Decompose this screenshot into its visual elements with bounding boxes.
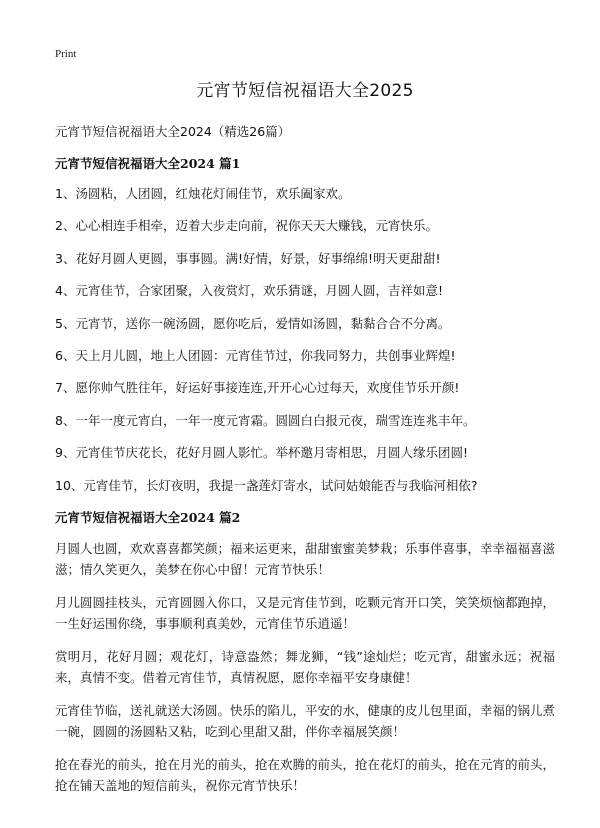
paragraph: 元宵佳节临，送礼就送大汤圆。快乐的陷儿，平安的水，健康的皮儿包里面，幸福的锅儿煮一碗，圆圆的汤圆粘又粘，吃到心里甜又甜，伴你幸福展笑颜！ [55, 702, 556, 739]
list-item: 7、愿你帅气胜往年，好运好事接连连,开开心心过每天，欢度佳节乐开颜! [55, 380, 460, 396]
paragraph: 月圆人也圆，欢欢喜喜都笑颜；福来运更来，甜甜蜜蜜美梦栽；乐事伴喜事，幸幸福福喜滋滋；情久笑更久，美梦在你心中留！元宵节快乐！ [55, 540, 556, 577]
page-title: 元宵节短信祝福语大全2025 [196, 81, 414, 101]
paragraph: 月儿圆圆挂枝头，元宵圆圆入你口，又是元宵佳节到，吃颗元宵开口笑，笑笑烦恼都跑掉，一生好运围你绕，事事顺利真美妙，元宵佳节乐逍遥！ [55, 594, 556, 631]
document-subtitle: 元宵节短信祝福语大全2024（精选26篇） [55, 124, 291, 139]
section-heading-2: 元宵节短信祝福语大全2024 篇2 [55, 509, 241, 525]
paragraph: 抢在春光的前头，抢在月光的前头，抢在欢腾的前头，抢在花灯的前头，抢在元宵的前头，抢在铺天盖地的短信前头，祝你元宵节快乐！ [55, 756, 556, 793]
list-item: 1、汤圆粘，人团圆，红烛花灯闹佳节，欢乐阖家欢。 [55, 186, 351, 201]
document-body [55, 78, 555, 808]
list-item: 2、心心相连手相牵，迈着大步走向前，祝你天天大赚钱，元宵快乐。 [55, 218, 438, 234]
list-item: 6、天上月儿圆，地上人团圆：元宵佳节过，你我同努力，共创事业辉煌! [55, 347, 456, 363]
list-item: 5、元宵节，送你一碗汤圆，愿你吃后，爱情如汤圆，黏黏合合不分离。 [55, 315, 451, 331]
list-item: 4、元宵佳节，合家团聚，入夜赏灯，欢乐猜谜，月圆人圆，吉祥如意! [55, 283, 443, 299]
section-heading-1: 元宵节短信祝福语大全2024 篇1 [55, 156, 241, 171]
list-item: 9、元宵佳节庆花长，花好月圆人影忙。举杯邀月寄相思，月圆人缘乐团圆! [55, 445, 468, 461]
list-item: 10、元宵佳节，长灯夜明，我提一盏莲灯寄水，试问姑娘能否与我临河相依? [55, 477, 478, 493]
list-item: 8、一年一度元宵白，一年一度元宵霜。圆圆白白报元夜，瑞雪连连兆丰年。 [55, 412, 476, 428]
print-link[interactable]: Print [55, 48, 77, 60]
paragraph: 赏明月，花好月圆；观花灯，诗意盎然；舞龙狮，“钱”途灿烂；吃元宵，甜蜜永远；祝福来，真情不变。借着元宵佳节，真情祝愿，愿你幸福平安身康健！ [55, 648, 555, 685]
list-item: 3、花好月圆人更圆，事事圆。满!好情，好景，好事绵绵!明天更甜甜! [55, 250, 441, 266]
